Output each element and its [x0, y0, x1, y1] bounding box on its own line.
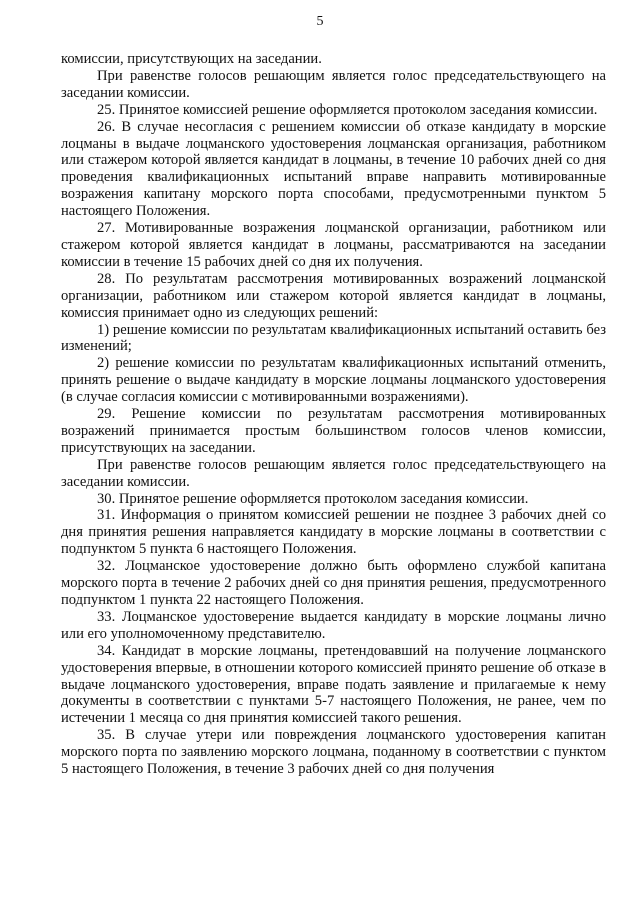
paragraph-tie-vote-1: При равенстве голосов решающим является голос председательствующего на заседании комиссии.	[61, 67, 606, 101]
paragraph-item-30: 30. Принятое решение оформляется протоколом заседания комиссии.	[97, 490, 529, 507]
paragraph-item-31: 31. Информация о принятом комиссией решении не позднее 3 рабочих дней со дня принятия решения направляется кандидату в морские лоцманы в соответствии с подпунктом 5 пункта 6 настоящего Положения.	[61, 507, 606, 558]
paragraph-item-33: 33. Лоцманское удостоверение выдается кандидату в морские лоцманы лично или его уполномоченному представителю.	[61, 608, 606, 642]
paragraph-item-35: 35. В случае утери или повреждения лоцманского удостоверения капитан морского порта по заявлению морского лоцмана, поданному в соответствии с пунктом 5 настоящего Положения, в течение 3 рабочих дней со дня получения	[61, 727, 606, 778]
paragraph-tie-vote-2: При равенстве голосов решающим является голос председательствующего на заседании комиссии.	[61, 456, 606, 490]
paragraph-item-29: 29. Решение комиссии по результатам рассмотрения мотивированных возражений принимается простым большинством голосов членов комиссии, присутствующих на заседании.	[61, 406, 606, 456]
paragraph-item-32: 32. Лоцманское удостоверение должно быть оформлено службой капитана морского порта в течение 2 рабочих дней со дня принятия решения, предусмотренного подпунктом 1 пункта 22 настоящего Положения.	[61, 558, 606, 608]
paragraph-item-28-sub-2: 2) решение комиссии по результатам квалификационных испытаний отменить, принять решение о выдаче кандидату в морские лоцманы лоцманского удостоверения (в случае согласия комиссии с мотивированными возражениями).	[61, 355, 606, 406]
paragraph-item-27: 27. Мотивированные возражения лоцманской организации, работником или стажером которой является кандидат в лоцманы, рассматриваются на заседании комиссии в течение 15 рабочих дней со дня их получения.	[61, 220, 606, 270]
paragraph-item-28: 28. По результатам рассмотрения мотивированных возражений лоцманской организации, работником или стажером которой является кандидат в лоцманы, комиссия принимает одно из следующих решений:	[61, 270, 606, 321]
paragraph-item-34: 34. Кандидат в морские лоцманы, претендовавший на получение лоцманского удостоверения впервые, в отношении которого комиссией принято решение об отказе в выдаче лоцманского удостоверения, вправе подать заявление и прилагаемые к нему документы в соответствии с пунктами 5-7 настоящего Положения, не ранее, чем по истечении 1 месяца со дня принятия комиссией такого решения.	[61, 642, 606, 727]
document-body	[61, 51, 606, 778]
paragraph-item-28-sub-1: 1) решение комиссии по результатам квалификационных испытаний оставить без изменений;	[61, 321, 606, 355]
paragraph-continuation: комиссии, присутствующих на заседании.	[61, 51, 322, 67]
paragraph-item-26: 26. В случае несогласия с решением комиссии об отказе кандидату в морские лоцманы в выдаче лоцманского удостоверения лоцманская организация, работником или стажером которой является кандидат в лоцманы, в течение 10 рабочих дней со дня проведения квалификационных испытаний вправе направить мотивированные возражения капитану морского порта способами, предусмотренными пунктом 5 настоящего Положения.	[61, 118, 606, 220]
page-number: 5	[316, 14, 324, 29]
paragraph-item-25: 25. Принятое комиссией решение оформляется протоколом заседания комиссии.	[97, 101, 598, 118]
